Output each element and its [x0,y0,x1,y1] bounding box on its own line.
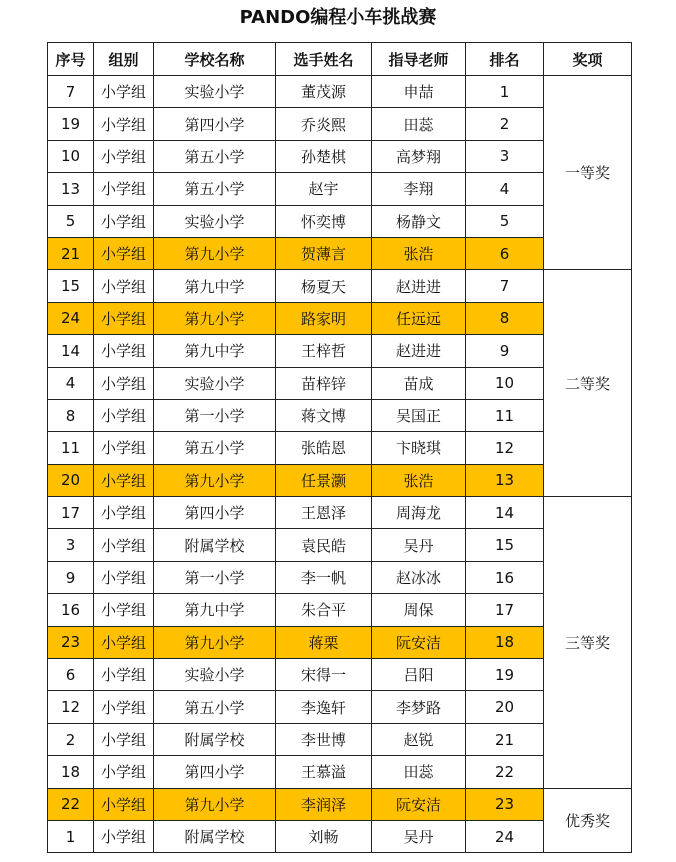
cell-teacher: 吴国正 [372,399,466,431]
cell-school-name: 实验小学 [154,367,276,399]
cell-group: 小学组 [94,205,154,237]
cell-rank: 7 [466,270,544,302]
cell-serial-no: 2 [48,723,94,755]
cell-school-name: 附属学校 [154,820,276,852]
cell-player-name: 蒋文博 [276,399,372,431]
cell-player-name: 孙楚棋 [276,140,372,172]
cell-school-name: 第九小学 [154,464,276,496]
cell-serial-no: 3 [48,529,94,561]
cell-rank: 19 [466,659,544,691]
results-body [48,76,632,853]
cell-player-name: 李润泽 [276,788,372,820]
cell-player-name: 任景灏 [276,464,372,496]
cell-rank: 17 [466,594,544,626]
cell-school-name: 第五小学 [154,432,276,464]
cell-player-name: 董茂源 [276,76,372,108]
cell-teacher: 张浩 [372,237,466,269]
cell-serial-no: 24 [48,302,94,334]
page-title: PANDO编程小车挑战赛 [239,7,437,28]
cell-rank: 10 [466,367,544,399]
cell-rank: 12 [466,432,544,464]
table-row [48,497,632,529]
cell-rank: 21 [466,723,544,755]
cell-player-name: 李逸轩 [276,691,372,723]
cell-player-name: 怀奕博 [276,205,372,237]
cell-teacher: 苗成 [372,367,466,399]
cell-teacher: 卞晓琪 [372,432,466,464]
header-serial-no: 序号 [48,43,94,76]
cell-school-name: 第四小学 [154,497,276,529]
header-rank: 排名 [466,43,544,76]
cell-rank: 20 [466,691,544,723]
cell-serial-no: 6 [48,659,94,691]
cell-teacher: 田蕊 [372,756,466,788]
cell-serial-no: 14 [48,335,94,367]
cell-serial-no: 1 [48,820,94,852]
cell-serial-no: 10 [48,140,94,172]
cell-teacher: 高梦翔 [372,140,466,172]
cell-group: 小学组 [94,626,154,658]
cell-group: 小学组 [94,691,154,723]
cell-group: 小学组 [94,367,154,399]
cell-rank: 4 [466,173,544,205]
cell-serial-no: 9 [48,561,94,593]
cell-rank: 14 [466,497,544,529]
cell-teacher: 任远远 [372,302,466,334]
cell-serial-no: 15 [48,270,94,302]
cell-group: 小学组 [94,108,154,140]
cell-rank: 22 [466,756,544,788]
cell-award: 优秀奖 [544,788,632,853]
cell-teacher: 李梦路 [372,691,466,723]
header-teacher: 指导老师 [372,43,466,76]
cell-teacher: 吴丹 [372,820,466,852]
cell-player-name: 杨夏天 [276,270,372,302]
cell-player-name: 刘畅 [276,820,372,852]
cell-school-name: 实验小学 [154,659,276,691]
cell-school-name: 第一小学 [154,561,276,593]
cell-school-name: 第九小学 [154,626,276,658]
cell-school-name: 附属学校 [154,529,276,561]
cell-player-name: 袁民皓 [276,529,372,561]
cell-group: 小学组 [94,399,154,431]
cell-school-name: 第四小学 [154,756,276,788]
cell-award: 一等奖 [544,76,632,270]
cell-player-name: 赵宇 [276,173,372,205]
cell-school-name: 第五小学 [154,173,276,205]
cell-rank: 24 [466,820,544,852]
table-row [48,270,632,302]
cell-teacher: 田蕊 [372,108,466,140]
cell-award: 二等奖 [544,270,632,497]
header-school-name: 学校名称 [154,43,276,76]
cell-player-name: 李世博 [276,723,372,755]
cell-rank: 13 [466,464,544,496]
cell-serial-no: 7 [48,76,94,108]
cell-teacher: 周海龙 [372,497,466,529]
cell-group: 小学组 [94,173,154,205]
results-table [47,42,632,853]
cell-serial-no: 18 [48,756,94,788]
cell-teacher: 阮安洁 [372,788,466,820]
cell-rank: 3 [466,140,544,172]
cell-rank: 9 [466,335,544,367]
cell-player-name: 李一帆 [276,561,372,593]
cell-school-name: 第五小学 [154,691,276,723]
cell-player-name: 王慕溢 [276,756,372,788]
cell-player-name: 路家明 [276,302,372,334]
cell-group: 小学组 [94,756,154,788]
cell-teacher: 申喆 [372,76,466,108]
table-row [48,76,632,108]
cell-group: 小学组 [94,140,154,172]
cell-school-name: 第九中学 [154,594,276,626]
header-row [48,43,632,76]
cell-group: 小学组 [94,270,154,302]
header-player-name: 选手姓名 [276,43,372,76]
cell-group: 小学组 [94,432,154,464]
cell-serial-no: 12 [48,691,94,723]
cell-group: 小学组 [94,820,154,852]
cell-teacher: 赵进进 [372,335,466,367]
cell-rank: 5 [466,205,544,237]
cell-group: 小学组 [94,723,154,755]
cell-serial-no: 8 [48,399,94,431]
cell-serial-no: 5 [48,205,94,237]
cell-school-name: 第九小学 [154,302,276,334]
cell-player-name: 贺薄言 [276,237,372,269]
cell-school-name: 第九中学 [154,335,276,367]
cell-player-name: 乔炎熙 [276,108,372,140]
cell-teacher: 吴丹 [372,529,466,561]
cell-group: 小学组 [94,335,154,367]
cell-player-name: 张皓恩 [276,432,372,464]
cell-group: 小学组 [94,659,154,691]
cell-player-name: 蒋栗 [276,626,372,658]
cell-player-name: 宋得一 [276,659,372,691]
cell-school-name: 第四小学 [154,108,276,140]
cell-serial-no: 22 [48,788,94,820]
cell-rank: 8 [466,302,544,334]
cell-serial-no: 16 [48,594,94,626]
cell-school-name: 第九小学 [154,788,276,820]
cell-rank: 11 [466,399,544,431]
cell-serial-no: 21 [48,237,94,269]
cell-school-name: 第九中学 [154,270,276,302]
cell-player-name: 王恩泽 [276,497,372,529]
cell-serial-no: 4 [48,367,94,399]
cell-rank: 16 [466,561,544,593]
header-award: 奖项 [544,43,632,76]
cell-serial-no: 13 [48,173,94,205]
cell-rank: 15 [466,529,544,561]
cell-school-name: 第九小学 [154,237,276,269]
cell-group: 小学组 [94,237,154,269]
cell-rank: 6 [466,237,544,269]
cell-player-name: 苗梓锌 [276,367,372,399]
cell-rank: 1 [466,76,544,108]
cell-player-name: 朱合平 [276,594,372,626]
cell-group: 小学组 [94,76,154,108]
cell-teacher: 杨静文 [372,205,466,237]
cell-serial-no: 17 [48,497,94,529]
cell-award: 三等奖 [544,497,632,789]
cell-school-name: 实验小学 [154,205,276,237]
cell-teacher: 赵进进 [372,270,466,302]
cell-teacher: 张浩 [372,464,466,496]
cell-teacher: 赵冰冰 [372,561,466,593]
cell-rank: 18 [466,626,544,658]
cell-school-name: 实验小学 [154,76,276,108]
cell-group: 小学组 [94,788,154,820]
cell-group: 小学组 [94,529,154,561]
cell-teacher: 吕阳 [372,659,466,691]
cell-serial-no: 19 [48,108,94,140]
cell-school-name: 第一小学 [154,399,276,431]
cell-teacher: 阮安洁 [372,626,466,658]
cell-teacher: 赵锐 [372,723,466,755]
cell-group: 小学组 [94,561,154,593]
cell-school-name: 附属学校 [154,723,276,755]
cell-group: 小学组 [94,594,154,626]
cell-serial-no: 23 [48,626,94,658]
cell-group: 小学组 [94,497,154,529]
cell-group: 小学组 [94,302,154,334]
cell-player-name: 王梓哲 [276,335,372,367]
cell-serial-no: 11 [48,432,94,464]
cell-school-name: 第五小学 [154,140,276,172]
cell-rank: 23 [466,788,544,820]
cell-teacher: 周保 [372,594,466,626]
table-row [48,788,632,820]
cell-serial-no: 20 [48,464,94,496]
cell-rank: 2 [466,108,544,140]
header-group: 组别 [94,43,154,76]
cell-teacher: 李翔 [372,173,466,205]
cell-group: 小学组 [94,464,154,496]
